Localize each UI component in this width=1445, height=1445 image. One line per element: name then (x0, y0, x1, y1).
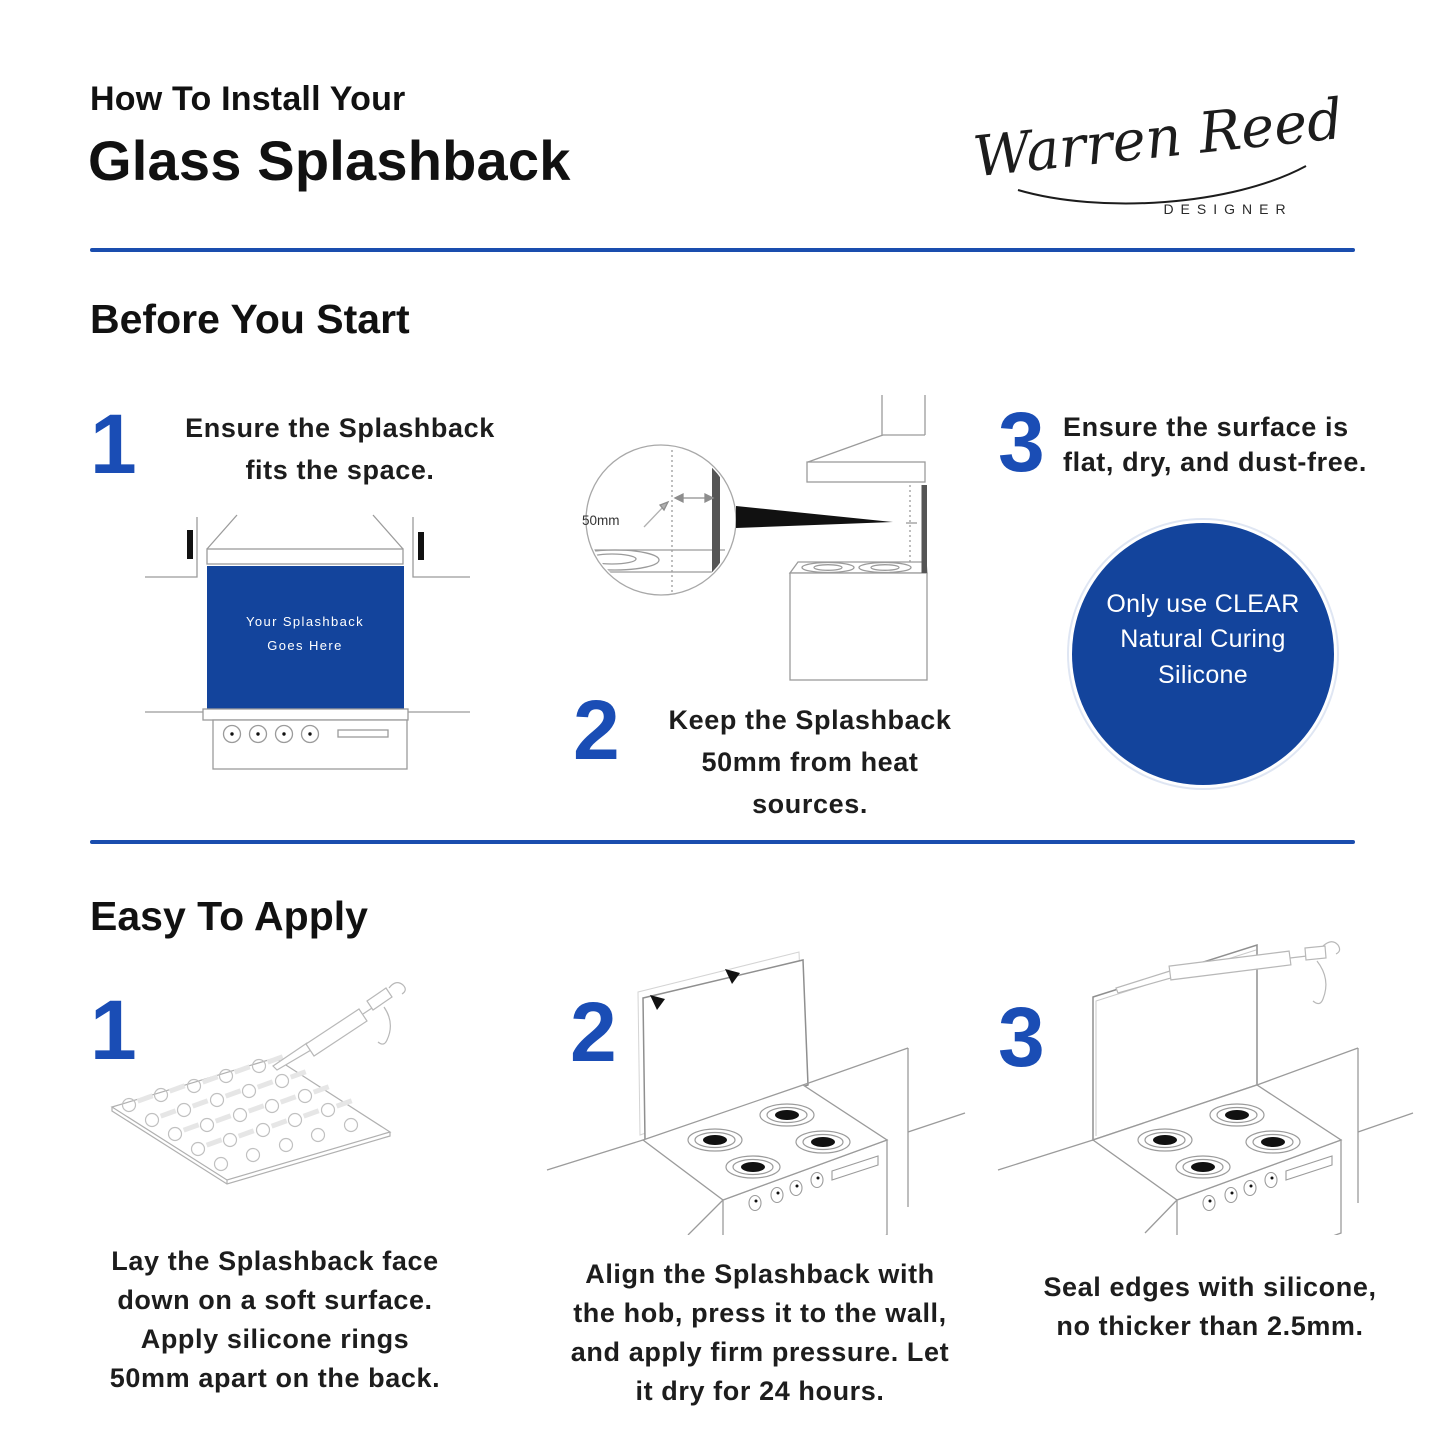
placeholder-text-line2: Goes Here (267, 638, 343, 653)
apply-step3-caption: Seal edges with silicone, no thicker than 2.5mm. (1043, 1272, 1377, 1341)
hood-slope (808, 435, 883, 462)
brand-subtitle-text: DESIGNER (1163, 201, 1293, 217)
gun-frame (367, 988, 392, 1010)
seal-edges-illustration (985, 935, 1420, 1235)
hood-canopy (807, 462, 925, 482)
caulking-gun-icon (273, 983, 405, 1070)
gun-rod (1290, 956, 1307, 958)
placeholder-text-line1: Your Splashback (245, 614, 365, 629)
countertop-line-left (998, 1140, 1093, 1170)
apply-step1-caption: Lay the Splashback face down on a soft surface. Apply silicone rings 50mm apart on the back. (109, 1246, 441, 1393)
page-title-line2: Glass Splashback (88, 129, 571, 192)
section-heading-easy-to-apply: Easy To Apply (90, 893, 368, 939)
countertop-line-right (1257, 1048, 1358, 1085)
brand-name-text: Warren Reed (970, 86, 1346, 191)
section-divider (90, 840, 1355, 844)
gun-frame (1305, 946, 1326, 960)
apply-step2-caption: Align the Splashback with the hob, press it to the wall, and apply firm pressure. Let it dry for 24 hours. (570, 1259, 950, 1406)
countertop-line-left (547, 1140, 643, 1170)
countertop-far-right (908, 1113, 965, 1132)
left-cabinet-handle (187, 530, 193, 559)
apply-step1-number: 1 (90, 983, 137, 1077)
before-step1-text: Ensure the Splashback fits the space. (185, 413, 495, 485)
brand-logo (970, 62, 1350, 237)
before-step2-number: 2 (573, 683, 620, 777)
hood-slant-left (207, 515, 237, 549)
apply-step2-number: 2 (570, 985, 617, 1079)
cooker-front-left-edge (1145, 1200, 1177, 1233)
hood-slant-right (373, 515, 403, 549)
before-step3-number: 3 (998, 395, 1045, 489)
fit-space-illustration (140, 492, 535, 792)
heat-clearance-illustration (560, 395, 975, 700)
silicone-badge: Only use CLEAR Natural Curing Silicone (1072, 523, 1334, 785)
magnifier-callout-wedge (736, 506, 893, 528)
hob-top-edge (203, 709, 408, 720)
gun-trigger (1313, 961, 1326, 1004)
page-title-line1: How To Install Your (90, 80, 406, 118)
before-step3-text: Ensure the surface is flat, dry, and dust-free. (1063, 412, 1368, 478)
section-heading-before-you-start: Before You Start (90, 296, 410, 342)
align-splashback-illustration (540, 945, 970, 1235)
before-step2-text: Keep the Splashback 50mm from heat sources. (668, 705, 952, 819)
splashback-edge-zoomed (712, 467, 720, 573)
apply-step3-number: 3 (998, 990, 1045, 1084)
splashback-edge (922, 485, 928, 573)
gun-tube (306, 1009, 367, 1056)
cooker-front-face (790, 573, 927, 680)
knob-dot (308, 732, 311, 735)
knob-dot (230, 732, 233, 735)
countertop-line-right (803, 1048, 908, 1085)
countertop-far-right (1358, 1113, 1413, 1132)
hood-canopy (207, 549, 403, 564)
gun-hook (389, 983, 405, 994)
cooker-front-left-edge (688, 1200, 723, 1235)
knob-dot (282, 732, 285, 735)
splashback-panel (112, 1058, 390, 1184)
measurement-label: 50mm (582, 513, 620, 528)
right-cabinet-handle (418, 532, 424, 560)
gun-trigger (378, 1007, 390, 1044)
before-step1-number: 1 (90, 397, 137, 491)
knob-dot (256, 732, 259, 735)
silicone-rings-illustration (105, 950, 495, 1195)
cooker-front-panel (213, 720, 407, 769)
header-divider (90, 248, 1355, 252)
